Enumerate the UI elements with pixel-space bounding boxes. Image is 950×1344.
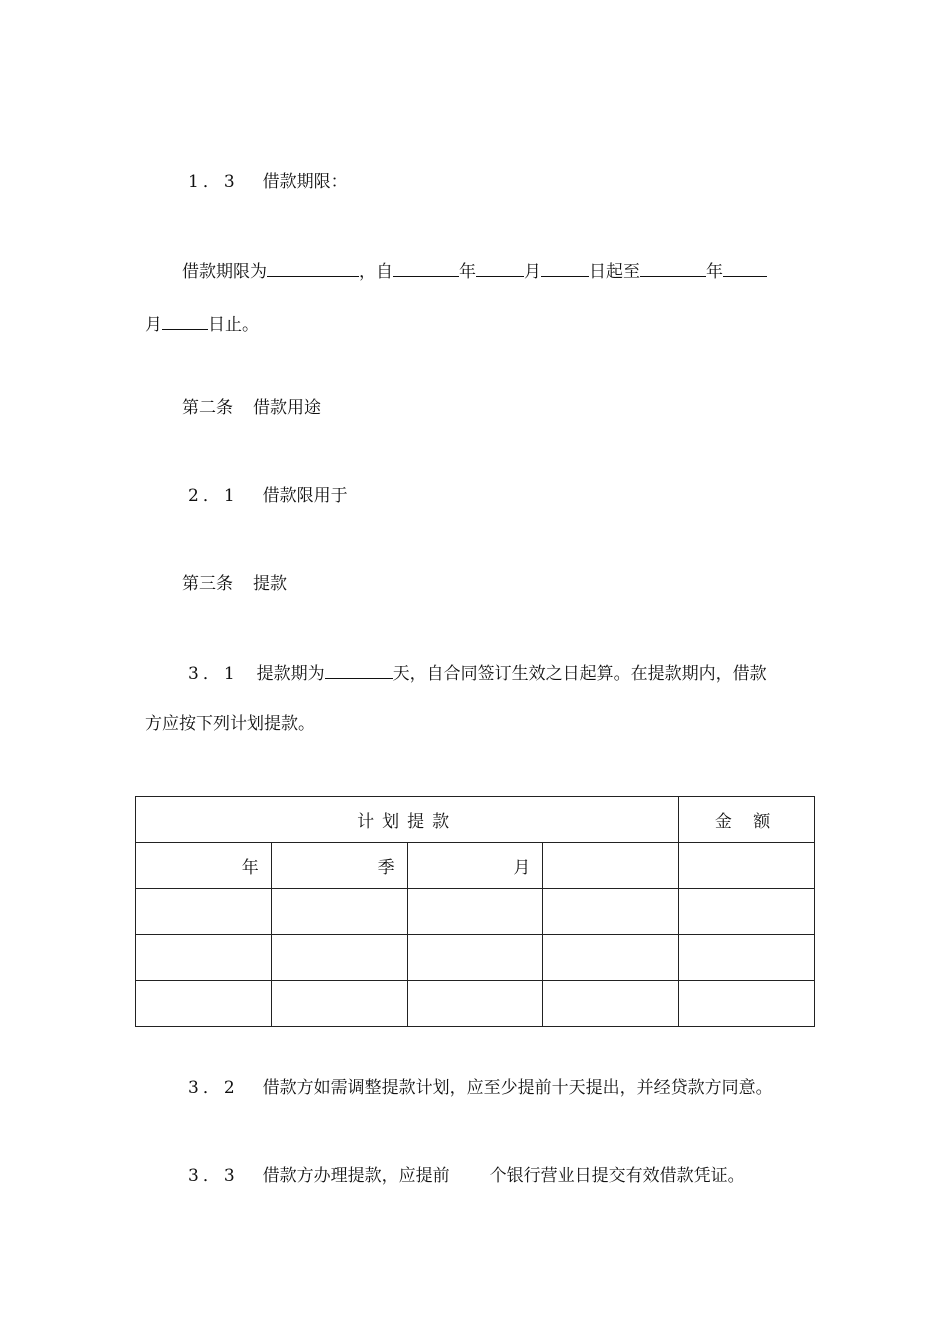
- clause-text: 借款方办理提款，应提前: [262, 1166, 450, 1186]
- start-month-blank[interactable]: [476, 258, 524, 277]
- end-year-blank[interactable]: [640, 258, 706, 277]
- year-header-cell: 年: [136, 843, 272, 889]
- withdrawal-days-blank[interactable]: [325, 660, 393, 679]
- table-cell[interactable]: [136, 889, 272, 935]
- article-label: 第二条: [182, 398, 233, 418]
- table-cell[interactable]: [407, 935, 543, 981]
- clause-text: 天，自合同签订生效之日起算。在提款期内，借款: [392, 664, 767, 684]
- table-cell[interactable]: [407, 981, 543, 1027]
- empty-cell: [543, 843, 679, 889]
- season-header-cell: 季: [271, 843, 407, 889]
- clause-3-1-line-1: [188, 660, 767, 686]
- table-row: [136, 935, 815, 981]
- table-cell[interactable]: [136, 981, 272, 1027]
- clause-3-1-line-2: [145, 712, 315, 736]
- table-cell[interactable]: [271, 935, 407, 981]
- table-cell[interactable]: [543, 889, 679, 935]
- plan-header-cell: 计划提款: [136, 797, 679, 843]
- clause-3-2: [188, 1076, 773, 1100]
- table-row: [136, 981, 815, 1027]
- clause-text: 个银行营业日提交有效借款凭证。: [489, 1166, 745, 1186]
- term-text: 年: [706, 262, 723, 282]
- table-row: [136, 797, 815, 843]
- clause-text: 借款限用于: [262, 486, 348, 506]
- clause-number: 3．3: [188, 1166, 239, 1186]
- table-cell[interactable]: [407, 889, 543, 935]
- table-cell[interactable]: [679, 981, 815, 1027]
- table-cell[interactable]: [679, 935, 815, 981]
- clause-number: 3．1: [188, 664, 239, 684]
- start-year-blank[interactable]: [393, 258, 459, 277]
- term-text: 日止。: [208, 315, 259, 335]
- table-row: [136, 843, 815, 889]
- clause-title: 借款期限：: [262, 172, 348, 192]
- table-row: [136, 889, 815, 935]
- term-text: 年: [459, 262, 476, 282]
- term-blank-duration[interactable]: [267, 258, 359, 277]
- term-text: 借款期限为: [182, 262, 267, 282]
- empty-cell: [679, 843, 815, 889]
- article-3-heading: [182, 572, 287, 596]
- table-cell[interactable]: [271, 981, 407, 1027]
- term-text: 月: [145, 315, 162, 335]
- clause-3-3: [188, 1164, 745, 1188]
- table-cell[interactable]: [679, 889, 815, 935]
- term-text: ，自: [359, 262, 393, 282]
- clause-number: 3．2: [188, 1078, 239, 1098]
- table-cell[interactable]: [543, 935, 679, 981]
- clause-number: 2．1: [188, 486, 239, 506]
- end-month-blank[interactable]: [723, 258, 767, 277]
- term-text: 日起至: [589, 262, 640, 282]
- clause-text: 方应按下列计划提款。: [145, 714, 315, 734]
- article-2-heading: [182, 396, 321, 420]
- term-text: 月: [524, 262, 541, 282]
- article-title: 借款用途: [253, 398, 321, 418]
- article-label: 第三条: [182, 574, 233, 594]
- clause-2-1: [188, 484, 348, 508]
- amount-header-cell: 金 额: [679, 797, 815, 843]
- start-day-blank[interactable]: [541, 258, 589, 277]
- clause-number: 1．3: [188, 172, 239, 192]
- month-header-cell: 月: [407, 843, 543, 889]
- article-title: 提款: [253, 574, 287, 594]
- term-line-1: [182, 258, 767, 284]
- clause-text: 借款方如需调整提款计划，应至少提前十天提出，并经贷款方同意。: [262, 1078, 773, 1098]
- end-day-blank[interactable]: [162, 311, 208, 330]
- table-cell[interactable]: [271, 889, 407, 935]
- term-line-2: [145, 311, 259, 337]
- table-cell[interactable]: [136, 935, 272, 981]
- table-cell[interactable]: [543, 981, 679, 1027]
- clause-text: 提款期为: [256, 664, 325, 684]
- clause-1-3-heading: [188, 170, 348, 194]
- withdrawal-plan-table: [135, 796, 815, 1027]
